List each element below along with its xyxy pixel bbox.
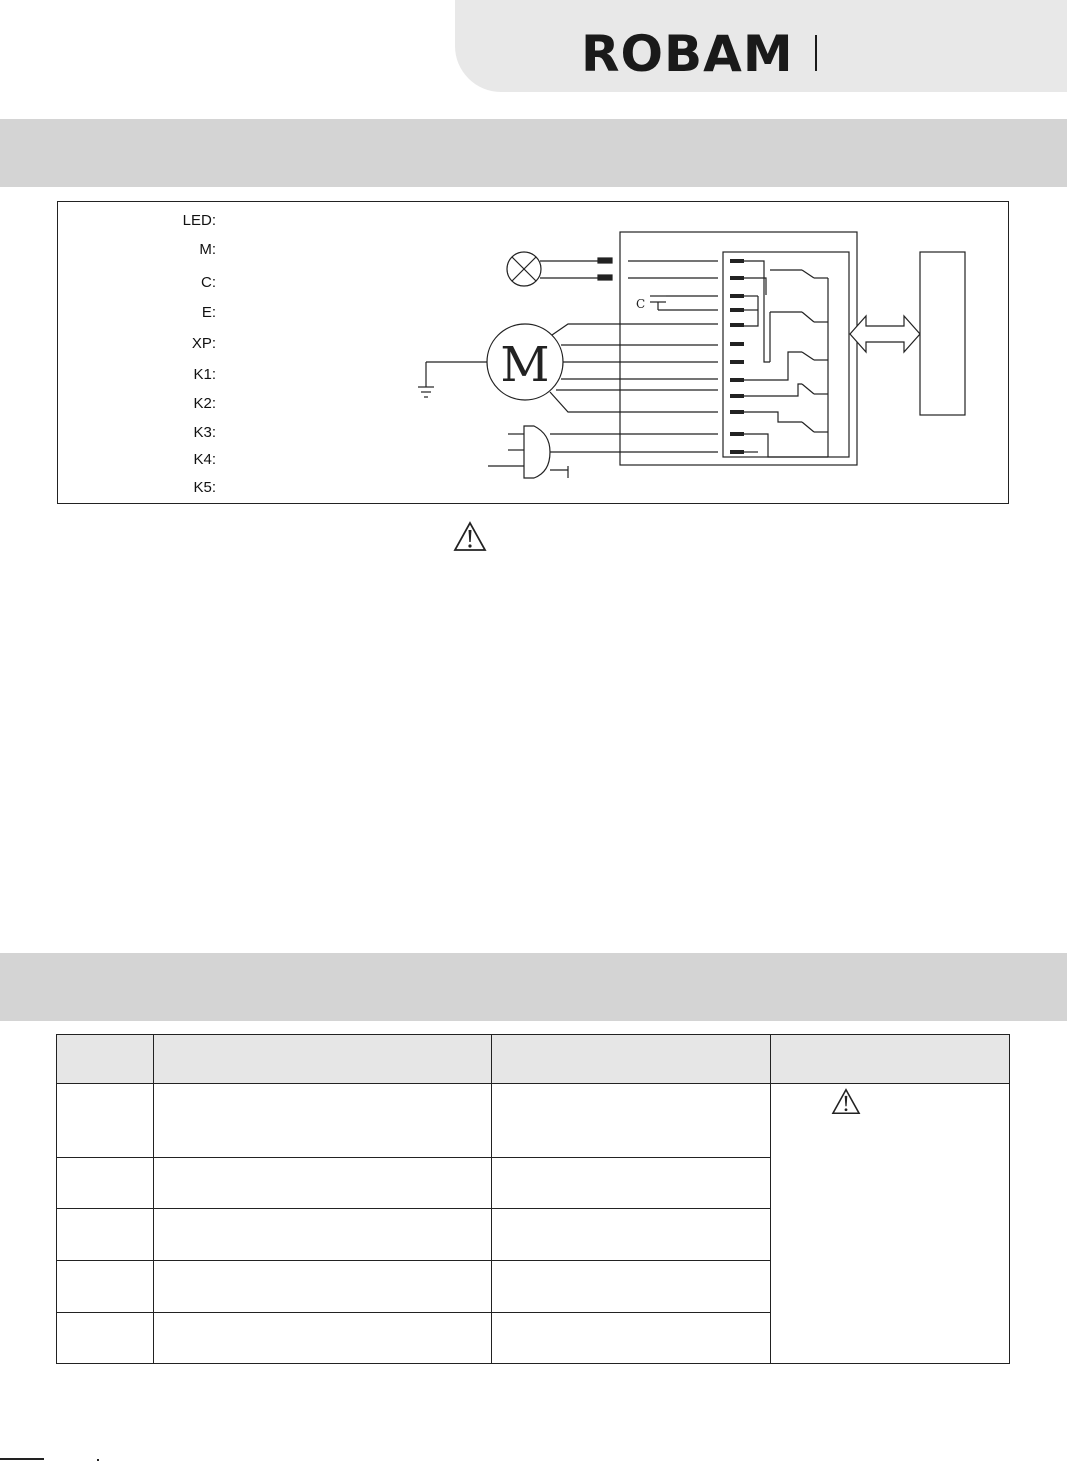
table-cell	[57, 1313, 154, 1364]
troubleshooting-table	[56, 1034, 1010, 1364]
table-row	[57, 1084, 1010, 1158]
table-cell	[491, 1084, 771, 1158]
table-cell	[57, 1261, 154, 1313]
table-header-row	[57, 1035, 1010, 1084]
table-header	[153, 1035, 491, 1084]
legend-motor: M:	[199, 241, 216, 258]
legend-k5: K5:	[193, 479, 216, 496]
double-arrow-icon	[850, 316, 920, 352]
table-cell	[153, 1158, 491, 1209]
table-cell	[153, 1261, 491, 1313]
motor-label: M	[500, 337, 550, 393]
table-cell	[491, 1261, 771, 1313]
footer-dot	[97, 1459, 99, 1461]
legend-k1: K1:	[193, 366, 216, 383]
table-cell	[57, 1158, 154, 1209]
table-header	[771, 1035, 1010, 1084]
section-band-troubleshooting	[0, 953, 1067, 1021]
legend-capacitor: C:	[201, 274, 216, 291]
note-cell	[771, 1084, 1010, 1364]
legend-led: LED:	[182, 212, 216, 229]
footer-rule	[0, 1458, 44, 1460]
brand-logo: ROBAM	[581, 25, 794, 83]
legend-k2: K2:	[193, 395, 216, 412]
legend-xp: XP:	[191, 335, 216, 352]
table-cell	[491, 1209, 771, 1261]
wiring-diagram	[57, 201, 1009, 504]
warning-triangle-icon	[453, 521, 487, 552]
warning-triangle-icon	[831, 1088, 861, 1115]
table-cell	[153, 1313, 491, 1364]
table-cell	[153, 1084, 491, 1158]
logo-divider	[815, 35, 817, 71]
capacitor-label: C	[636, 297, 646, 311]
control-module	[920, 252, 965, 415]
table-cell	[491, 1313, 771, 1364]
wiring-schematic	[58, 202, 1008, 503]
table-cell	[491, 1158, 771, 1209]
section-band-wiring	[0, 119, 1067, 187]
table-cell	[57, 1209, 154, 1261]
legend-k4: K4:	[193, 451, 216, 468]
legend-earth: E:	[201, 304, 216, 321]
plug-icon	[524, 426, 550, 478]
lamp-icon	[507, 252, 541, 286]
table-cell	[57, 1084, 154, 1158]
table-cell	[153, 1209, 491, 1261]
table-header	[57, 1035, 154, 1084]
table-header	[491, 1035, 771, 1084]
legend-k3: K3:	[193, 424, 216, 441]
